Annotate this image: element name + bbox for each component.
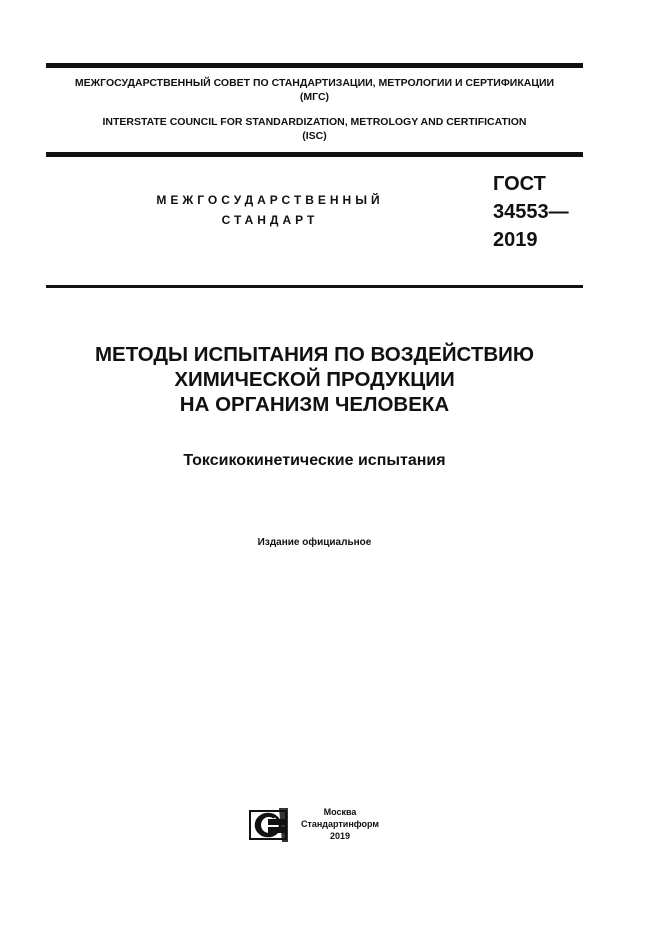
designation-year: 2019 [493, 229, 538, 251]
council-name-ru [46, 76, 583, 104]
standartinform-logo-icon [249, 808, 289, 842]
council-ru-line1: МЕЖГОСУДАРСТВЕННЫЙ СОВЕТ ПО СТАНДАРТИЗАЦИИ, МЕТРОЛОГИИ И СЕРТИФИКАЦИИ [74, 77, 555, 89]
title-line1: МЕТОДЫ ИСПЫТАНИЯ ПО ВОЗДЕЙСТВИЮ [94, 343, 535, 366]
title-line3: НА ОРГАНИЗМ ЧЕЛОВЕКА [179, 393, 450, 416]
middle-rule [46, 152, 583, 157]
lower-rule [46, 285, 583, 288]
document-subtitle: Токсикокинетические испытания [183, 452, 446, 469]
council-en-line1: INTERSTATE COUNCIL FOR STANDARDIZATION, METROLOGY AND CERTIFICATION [102, 116, 527, 128]
standard-type-line1: МЕЖГОСУДАРСТВЕННЫЙ [156, 193, 384, 207]
edition-note: Издание официальное [257, 537, 372, 548]
council-ru-line2: (МГС) [299, 91, 330, 103]
standard-type-line2: СТАНДАРТ [221, 213, 319, 227]
title-line2: ХИМИЧЕСКОЙ ПРОДУКЦИИ [174, 368, 455, 391]
designation-number: 34553— [493, 201, 569, 223]
council-en-line2: (ISC) [302, 130, 327, 142]
publisher-year: 2019 [329, 831, 351, 841]
publisher-city: Москва [323, 807, 357, 817]
standard-designation [493, 170, 569, 254]
top-rule [46, 63, 583, 68]
designation-prefix: ГОСТ [493, 173, 546, 195]
publisher-info [295, 806, 385, 842]
standard-type [120, 190, 420, 230]
publisher-name: Стандартинформ [300, 819, 380, 829]
document-title [46, 342, 583, 417]
council-name-en [46, 115, 583, 143]
